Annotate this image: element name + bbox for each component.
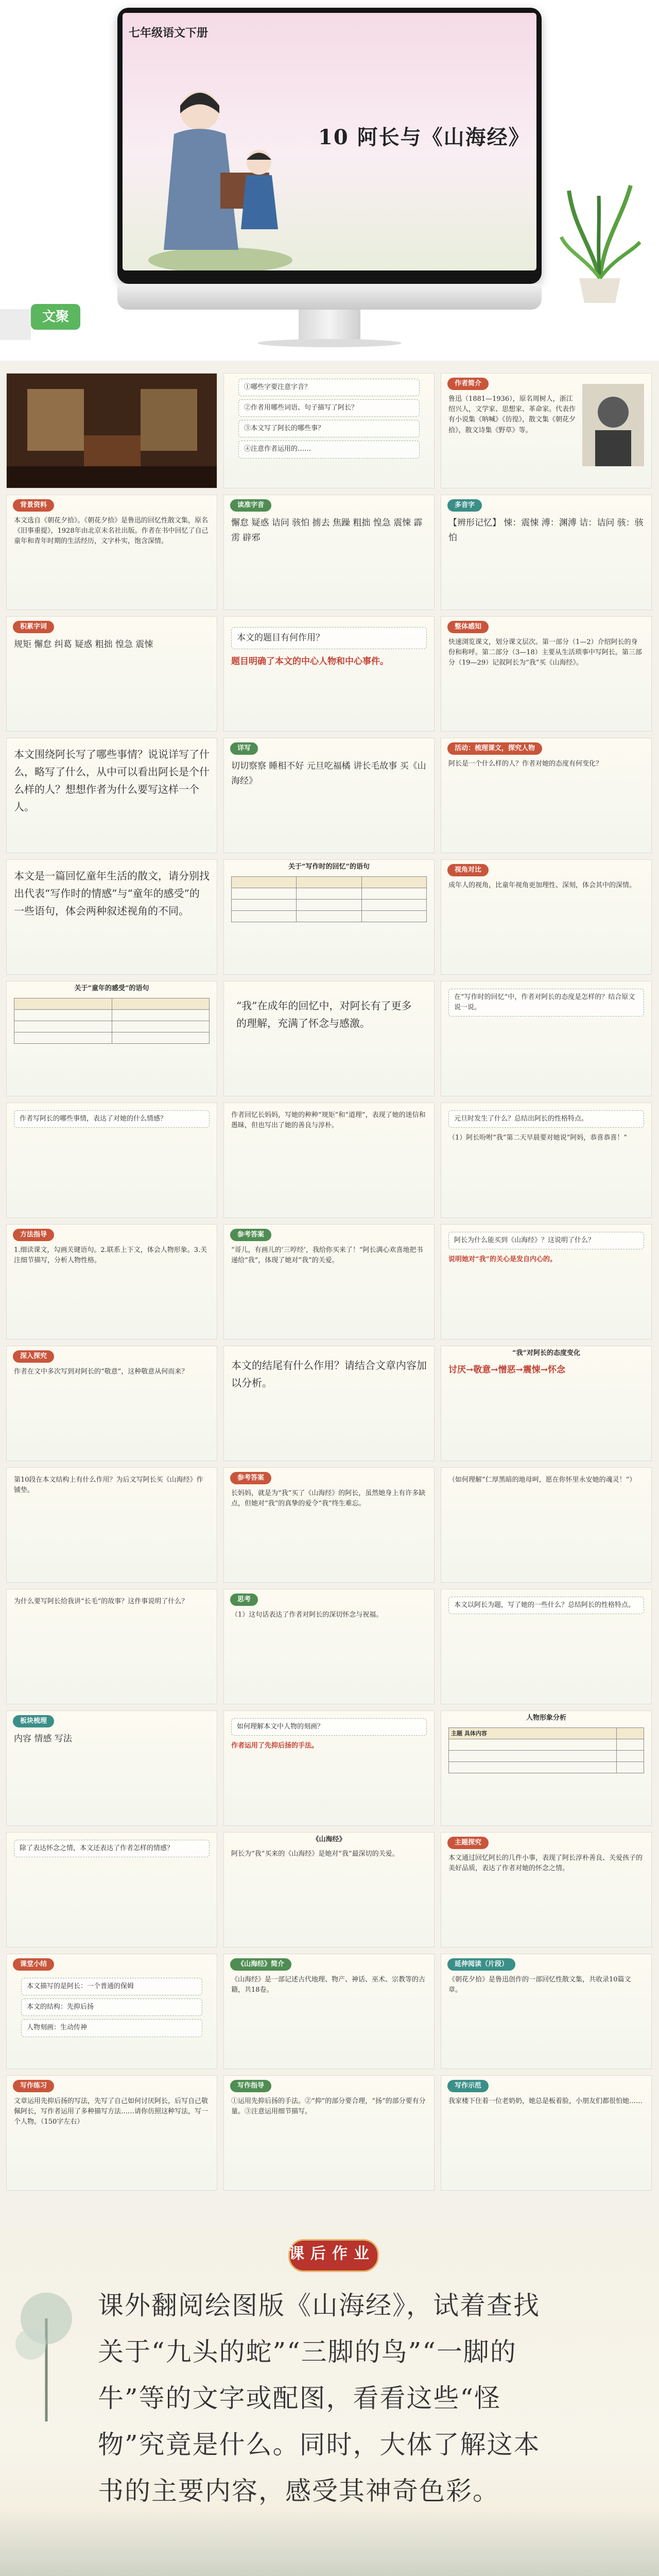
slide-attitude-question: [441, 981, 652, 1096]
slide-tag: 写作指导: [230, 2080, 271, 2092]
traditional-interior-image: [7, 374, 217, 488]
slide-narrative-perspective: [6, 859, 217, 975]
grade-label: 七年级语文下册: [129, 26, 209, 40]
question: 本文的结尾有什么作用？请结合文章内容加以分析。: [231, 1359, 427, 1389]
question: 除了表达怀念之情，本文还表达了作者怎样的情感？: [14, 1840, 210, 1857]
table-title: 人物形象分析: [526, 1714, 566, 1722]
slide-character-table: [441, 1710, 652, 1826]
summary-item: 本文的结构：先抑后扬: [21, 1998, 202, 2016]
question: 本文的题目有何作用？: [231, 627, 427, 649]
slide-tag: 方法指导: [13, 1229, 54, 1241]
reference-text: 长妈妈，就是为“我”买了《山海经》的阿长，虽然她身上有许多缺点，但她对“我”的真挚的爱令“我”终生难忘。: [231, 1489, 426, 1508]
lesson-title: 10 阿长与《山海经》: [318, 125, 530, 149]
slide-tag: 参考答案: [230, 1472, 271, 1484]
slide-questions-intro: [223, 373, 435, 488]
slide-shanhaijing-intro: [223, 1954, 435, 2069]
table-title: “我”对阿长的态度变化: [512, 1349, 580, 1357]
childhood-table: [14, 998, 210, 1044]
slide-emotion-question: [6, 1103, 217, 1218]
slide-tag: 详写: [230, 742, 258, 755]
answer: 题目明确了本文的中心人物和中心事件。: [231, 656, 389, 667]
question: 本文围绕阿长写了哪些事情？说说详写了什么，略写了什么，从中可以看出阿长是个什么样的人？想想作者为什么要写这样一个人。: [14, 748, 210, 813]
slide-ending-question: [223, 1346, 435, 1461]
slide-theme: [441, 1832, 652, 1947]
author-text: 鲁迅（1881—1936），原名周树人，浙江绍兴人，文学家、思想家、革命家。代表作有小说集《呐喊》《彷徨》，散文集《朝花夕拾》，散文诗集《野草》等。: [448, 395, 576, 434]
cover-section: [0, 0, 659, 361]
brand-logo: 文聚: [31, 304, 80, 330]
slide-tag: 写作练习: [13, 2080, 54, 2092]
slide-structure: [441, 616, 652, 732]
intro-text: 《山海经》是一部记述古代地理、物产、神话、巫术、宗教等的古籍，共18卷。: [231, 1976, 426, 1994]
slide-writing-practice: [6, 2075, 217, 2191]
slide-tag: 视角对比: [447, 864, 489, 876]
polyphonic-text: 【辨形记忆】 悚：震悚 溥：渊溥 诘：诘问 骇：骇怕: [448, 518, 644, 544]
question: 本文是一篇回忆童年生活的散文，请分别找出代表“写作时的情感”与“童年的感受”的一些语句，体会两种叙述视角的不同。: [14, 870, 210, 917]
slide-vocabulary: [6, 616, 217, 732]
slide-tag: 延伸阅读（片段）: [447, 1958, 515, 1971]
example-text: 我家楼下住着一位老奶奶，她总是板着脸，小朋友们都很怕她……: [448, 2097, 643, 2106]
slide-tag: 深入探究: [13, 1350, 54, 1363]
mountain-decoration: [0, 2509, 659, 2576]
slide-new-year: [441, 1103, 652, 1218]
homework-title: 课后作业: [289, 2245, 375, 2263]
slide-class-summary: [6, 1954, 217, 2069]
slide-adult-memory: [223, 981, 435, 1096]
slide-longmao-question: [6, 1589, 217, 1704]
slide-tag: 整体感知: [447, 621, 489, 633]
slide-tag: 参考答案: [230, 1229, 271, 1241]
slide-deep-explore: [6, 1346, 217, 1461]
analysis-text: 作者回忆长妈妈，写她的种种“规矩”和“道理”，表现了她的迷信和愚昧，但也写出了她的善良与淳朴。: [231, 1111, 426, 1130]
question: 第10段在本文结构上有什么作用？为后文写阿长买《山海经》作铺垫。: [14, 1476, 203, 1495]
question: 为什么要写阿长给我讲“长毛”的故事？这件事说明了什么？: [14, 1598, 188, 1605]
slide-tag: 写作示范: [447, 2080, 489, 2092]
slide-writing-example: [441, 2075, 652, 2191]
summary-item: 本文描写的是阿长：一个普通的保姆: [21, 1978, 202, 1995]
character-table: [448, 1727, 644, 1773]
outline-text: 内容 情感 写法: [14, 1734, 72, 1744]
attitude-flow: 讨厌→敬意→憎恶→震悚→怀念: [448, 1365, 565, 1376]
slide-tag: 思考: [230, 1594, 258, 1606]
slide-polyphonic: [441, 495, 652, 610]
paper-stack-decoration: [0, 309, 31, 340]
slide-paragraph-role: [6, 1467, 217, 1583]
slide-attitude-change: [441, 1346, 652, 1461]
author-portrait: [582, 384, 644, 466]
slide-character-explore: [441, 738, 652, 853]
potted-plant-decoration: [559, 180, 641, 304]
background-text: 本文选自《朝花夕拾》。《朝花夕拾》是鲁迅的回忆性散文集，原名《旧事重提》，1928年由北京未名社出版。作者在书中回忆了自己童年和青年时期的生活经历，文字朴实，饱含深情。: [14, 517, 209, 546]
question-4: ④注意作者运用的……: [238, 440, 420, 458]
slide-book-card: [223, 1832, 435, 1947]
monitor-stand: [299, 310, 360, 341]
slide-emotion-extra: [6, 1832, 217, 1947]
table-title: 关于“童年的感受”的语句: [74, 985, 149, 992]
slide-reference-answer: [223, 1224, 435, 1340]
question: 本文以阿长为题，写了她的一些什么？总结阿长的性格特点。: [448, 1597, 644, 1614]
slide-detailed-events: [223, 738, 435, 853]
table-header: 主题 具体内容: [449, 1728, 617, 1739]
question-2: ②作者用哪些词语、句子描写了阿长？: [238, 399, 420, 417]
reference-text: “哥儿，有画儿的‘三哼经’，我给你买来了！”阿长满心欢喜地把书递给“我”，体现了她对“我”的关爱。: [231, 1246, 423, 1265]
slide-events-question: [6, 738, 217, 853]
question: （如何理解“仁厚黑暗的地母呵，愿在你怀里永安她的魂灵！”）: [448, 1476, 636, 1484]
card-title: 《山海经》: [312, 1836, 346, 1843]
vocabulary-text: 规矩 懈怠 纠葛 疑惑 粗拙 惶急 震悚: [14, 639, 153, 650]
slide-reference-answer-2: [223, 1467, 435, 1583]
memory-text: “我”在成年的回忆中，对阿长有了更多的理解，充满了怀念与感激。: [236, 999, 412, 1029]
slide-tag: 板块梳理: [13, 1715, 54, 1727]
slide-tag: 多音字: [447, 499, 482, 512]
mother-child-illustration: [143, 75, 298, 270]
slide-background: [6, 495, 217, 610]
homework-section: [0, 2226, 659, 2576]
slide-tag: 积累字词: [13, 621, 54, 633]
slide-interior-photo: [6, 373, 217, 488]
answer: 作者运用了先抑后扬的手法。: [231, 1742, 319, 1750]
slides-grid: [0, 361, 659, 2226]
slide-title-function: [223, 616, 435, 732]
compare-text: 成年人的视角，比童年视角更加理性、深刻，体会其中的深情。: [448, 882, 636, 890]
slide-tag: 背景资料: [13, 499, 54, 512]
question: 在“写作时的回忆”中，作者对阿长的态度是怎样的？结合原文说一说。: [448, 989, 644, 1016]
pronunciation-words: 懈怠 疑惑 诘问 骇怕 掳去 焦躁 粗拙 惶急 震悚 霹雳 辟邪: [231, 518, 423, 544]
slide-author-intro: [441, 373, 652, 488]
table-title: 关于“写作时的回忆”的语句: [288, 863, 370, 871]
method-text: 1.细读课文，勾画关键语句。2.联系上下文，体会人物形象。3.关注细节描写，分析人物性格。: [14, 1246, 207, 1265]
explore-text: 作者在文中多次写到对阿长的“敬意”，这种敬意从何而来？: [14, 1368, 188, 1376]
slide-tag: 《山海经》简介: [230, 1958, 291, 1971]
slide-tag: 读准字音: [230, 499, 271, 512]
reading-text: 《朝花夕拾》是鲁迅创作的一部回忆性散文集，共收录10篇文章。: [448, 1976, 631, 1994]
slide-perspective-compare: [441, 859, 652, 975]
memory-table: [231, 876, 427, 922]
slide-section-outline: [6, 1710, 217, 1826]
slide-buy-book-question: [441, 1224, 652, 1340]
monitor-base: [257, 339, 402, 347]
guide-text: ①运用先抑后扬的手法。②“抑”的部分要合理，“扬”的部分要有分量。③注意运用细节描写。: [231, 2097, 426, 2116]
structure-text: 快速浏览课文，划分课文层次。第一部分（1—2）介绍阿长的身份和称呼。第二部分（3—18）主要从生活琐事中写阿长。第三部分（19—29）记叙阿长为“我”买《山海经》。: [448, 638, 642, 667]
slide-writing-memory-table: [223, 859, 435, 975]
slide-tag: 活动：梳理课文，探究人物: [447, 742, 542, 755]
slide-portrayal-question: [223, 1710, 435, 1826]
card-text: 阿长为“我”买来的《山海经》是她对“我”最深切的关爱。: [231, 1850, 399, 1858]
question: 阿长为什么能买到《山海经》？这说明了什么？: [448, 1232, 644, 1249]
slide-thinking: [223, 1589, 435, 1704]
slide-method-guide: [6, 1224, 217, 1340]
slide-tag: 课堂小结: [13, 1958, 54, 1971]
question-3: ③本文写了阿长的哪些事？: [238, 420, 420, 437]
thinking-text: （1）这句话表达了作者对阿长的深切怀念与祝福。: [231, 1611, 383, 1619]
slide-summary-question: [441, 1589, 652, 1704]
homework-text: 课外翻阅绘图版《山海经》，试着查找关于“九头的蛇”“三脚的鸟”“一脚的牛”等的文字或配图，看看这些“怪物”究竟是什么。同时，大体了解这本书的主要内容，感受其神奇色彩。: [98, 2291, 541, 2506]
explore-text: 阿长是一个什么样的人？作者对她的态度有何变化？: [448, 760, 603, 768]
question-1: ①哪些字要注意字音？: [238, 379, 420, 396]
slide-writing-guide: [223, 2075, 435, 2191]
slide-pronunciation: [223, 495, 435, 610]
slide-blessing-question: [441, 1467, 652, 1583]
slide-tag: 主题探究: [447, 1837, 489, 1849]
slide-rules-analysis: [223, 1103, 435, 1218]
ink-tree-decoration: [10, 2287, 82, 2421]
summary-item: 人物刻画：生动传神: [21, 2019, 202, 2037]
question: 作者写阿长的哪些事情，表达了对她的什么情感？: [14, 1110, 210, 1128]
monitor-chin: [117, 284, 542, 310]
monitor-screen: [123, 13, 536, 270]
answer: 说明她对“我”的关心是发自内心的。: [448, 1256, 557, 1264]
slide-childhood-table: [6, 981, 217, 1096]
theme-text: 本文通过回忆阿长的几件小事，表现了阿长淳朴善良、关爱孩子的美好品质，表达了作者对她的怀念之情。: [448, 1854, 643, 1873]
slide-extended-reading: [441, 1954, 652, 2069]
slide-tag: 作者简介: [447, 378, 489, 390]
answer: （1）阿长吩咐“我”第二天早晨要对她说“阿妈，恭喜恭喜！”: [448, 1134, 627, 1142]
question: 元旦时发生了什么？总结出阿长的性格特点。: [448, 1110, 644, 1128]
events-text: 切切察察 睡相不好 元旦吃福橘 讲长毛故事 买《山海经》: [231, 761, 426, 787]
practice-text: 文章运用先抑后扬的写法，先写了自己如何讨厌阿长，后写自己敬佩阿长，写作者运用了多种描写方法……请你仿照这种写法，写一个人物。（150字左右）: [14, 2097, 209, 2126]
question: 如何理解本文中人物的刻画？: [231, 1718, 427, 1736]
